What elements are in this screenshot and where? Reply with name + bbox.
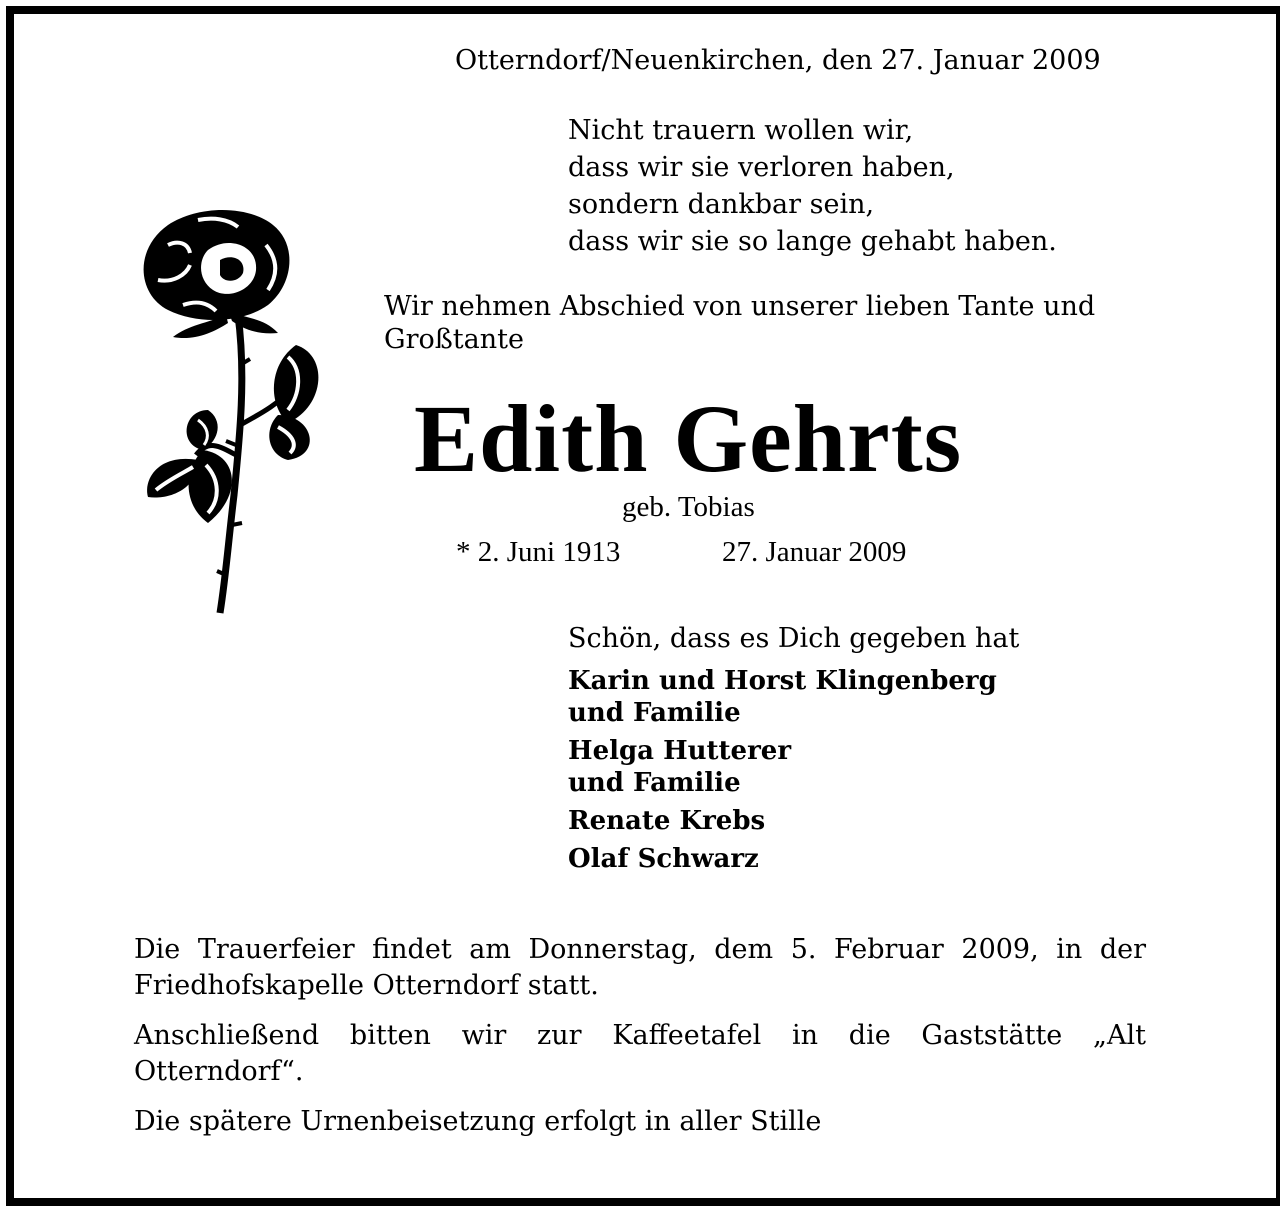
mourner [568, 843, 997, 875]
mourners-list [568, 665, 997, 881]
mourner [568, 735, 997, 799]
poem-line: dass wir sie so lange gehabt haben. [568, 226, 1057, 257]
deceased-name: Edith Gehrts [414, 385, 963, 492]
birth-name: geb. Tobias [622, 491, 755, 523]
poem [568, 112, 1057, 260]
mourner [568, 805, 997, 837]
mourner-line: und Familie [568, 768, 741, 798]
rose-icon [128, 205, 328, 617]
intro-text [384, 290, 1095, 356]
place-date: Otterndorf/Neuenkirchen, den 27. Januar 2009 [455, 45, 1101, 76]
service-paragraph: Die spätere Urnenbeisetzung erfolgt in aller Stille [134, 1106, 822, 1137]
closing-line: Schön, dass es Dich gegeben hat [568, 623, 1020, 654]
service-paragraph: Die Trauerfeier findet am Donnerstag, dem 5. Februar 2009, in der Friedhofskapelle Otterndorf statt. [134, 934, 1146, 1001]
poem-line: Nicht trauern wollen wir, [568, 115, 914, 146]
mourner-line: Karin und Horst Klingenberg [568, 666, 997, 696]
poem-line: sondern dankbar sein, [568, 189, 875, 220]
intro-line: Großtante [384, 324, 524, 355]
service-paragraph: Anschließend bitten wir zur Kaffeetafel in die Gaststätte „Alt Otterndorf“. [134, 1020, 1146, 1087]
mourner-line: Helga Hutterer [568, 736, 792, 766]
service-details [134, 932, 1146, 1154]
mourner-line: Olaf Schwarz [568, 844, 759, 874]
mourner-line: und Familie [568, 698, 741, 728]
mourner [568, 665, 997, 729]
rose-illustration [128, 205, 328, 621]
poem-line: dass wir sie verloren haben, [568, 152, 955, 183]
mourner-line: Renate Krebs [568, 806, 766, 836]
intro-line: Wir nehmen Abschied von unserer lieben Tante und [384, 291, 1096, 322]
birth-date: * 2. Juni 1913 [456, 536, 621, 568]
death-date: 27. Januar 2009 [722, 536, 907, 568]
